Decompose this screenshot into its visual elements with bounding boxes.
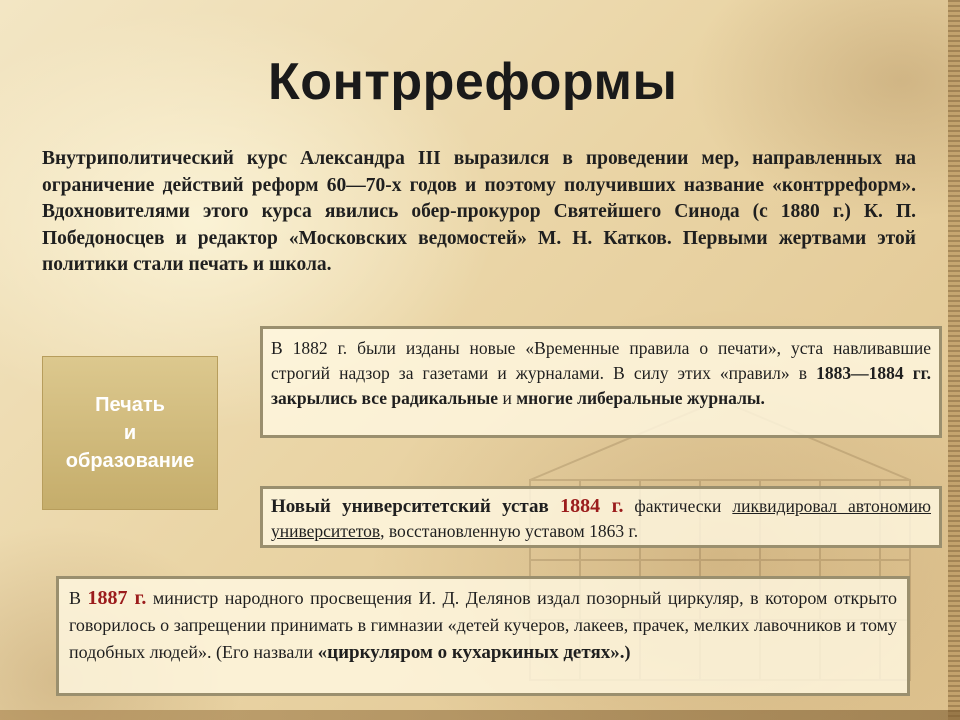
circular-name: «циркуляром о кухаркиных детях». — [317, 642, 625, 663]
circular-text: министр народного просвещения И. Д. Делянов издал позорный циркуляр, в котором открыто говорилось о запрещении принимать в гимназии «детей кучеров, лакеев, прачек, мелких лавочников и тому подобных людей». (Его назвали — [69, 588, 898, 662]
university-statute-heading: Новый университетский устав — [271, 496, 561, 517]
press-rules-closed-radical: 1883—1884 гг. закрылись все радикальные — [271, 363, 931, 408]
intro-paragraph: Внутриполитический курс Александра III выразился в проведении мер, направленных на ограничение действий реформ 60—70-х годов и поэтому получивших название «контрреформ». Вдохновителями этого курса явились обер-прокурор Святейшего Синода (с 1880 г.) К. П. Победоносцев и редактор «Московских ведомостей» М. Н. Катков. Первыми жертвами этой политики стали печать и школа. — [42, 148, 916, 275]
page-bottom-strip — [0, 710, 960, 720]
circular-closing-paren: ) — [624, 642, 631, 662]
press-rules-box — [260, 326, 942, 438]
page-edge-strip — [948, 0, 960, 720]
section-label-line2: и — [123, 422, 137, 444]
section-label-box — [42, 356, 218, 510]
press-rules-connector: и — [498, 388, 517, 408]
press-rules-closed-liberal: многие либеральные журналы. — [516, 388, 765, 408]
university-statute-year: 1884 г. — [560, 495, 624, 517]
slide-title: Контрреформы — [268, 53, 678, 111]
circular-prefix: В — [69, 588, 88, 608]
press-rules-text: В 1882 г. были изданы новые «Временные правила о печати», уста навливавшие строгий надзор за газетами и журналами. В силу этих «правил» в — [271, 338, 931, 383]
university-statute-restored: , восстановленную уставом 1863 г. — [380, 521, 639, 541]
university-statute-text: фактически — [623, 496, 733, 516]
section-label-line3: образование — [65, 450, 195, 472]
circular-year: 1887 г. — [87, 587, 147, 609]
cooks-children-circular-box — [56, 576, 910, 696]
section-label-line1: Печать — [95, 394, 165, 416]
university-autonomy-abolished: ликвидировал автономию университетов — [271, 496, 932, 541]
university-statute-box — [260, 486, 942, 548]
